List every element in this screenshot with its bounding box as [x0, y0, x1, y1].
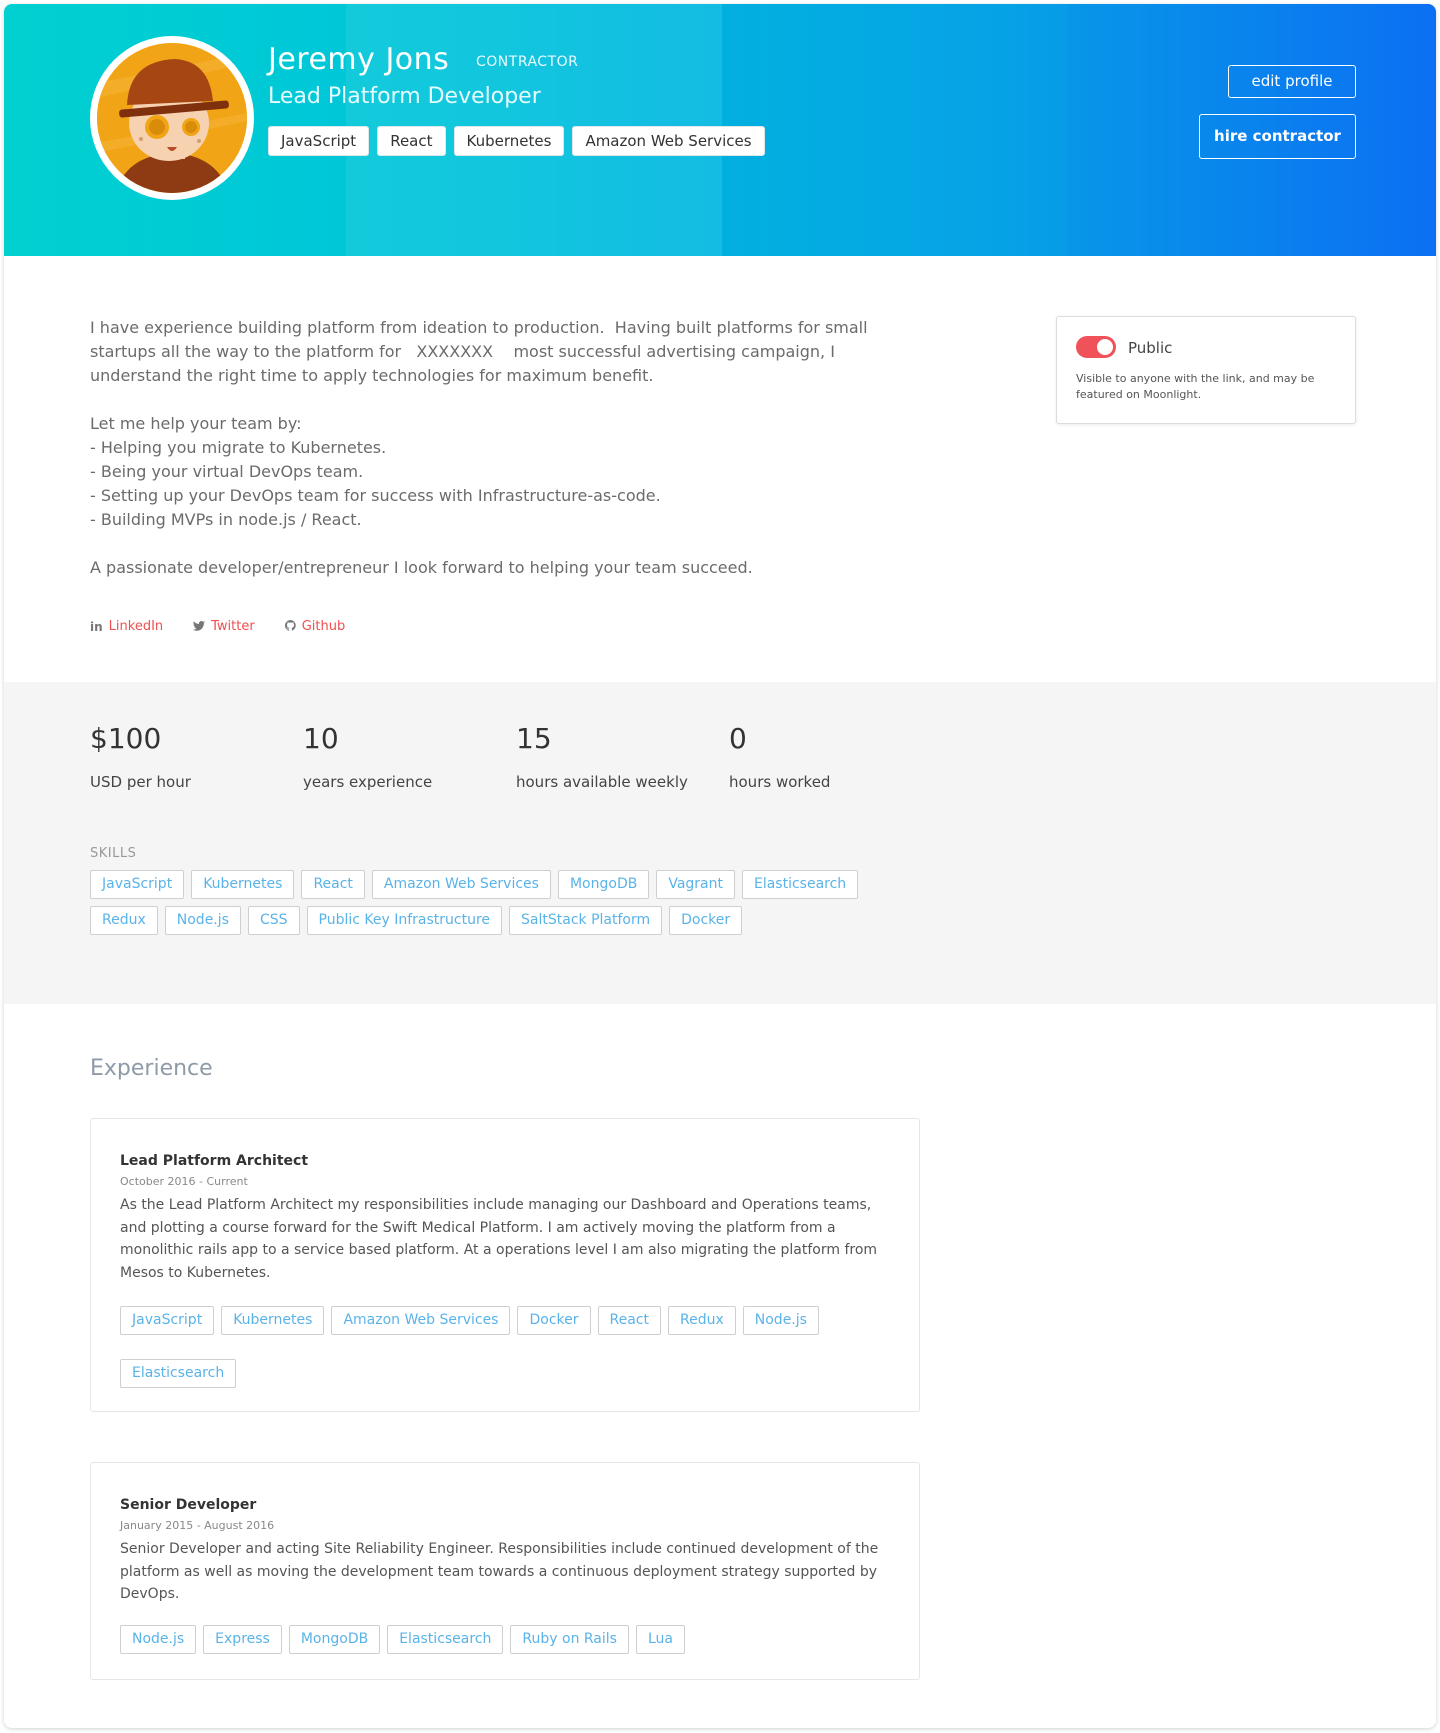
skill-chip[interactable]: Kubernetes	[191, 870, 294, 899]
experience-tag[interactable]: Express	[203, 1625, 282, 1654]
skill-chip[interactable]: Public Key Infrastructure	[307, 906, 503, 935]
experience-card	[90, 1118, 920, 1412]
edit-profile-button[interactable]: edit profile	[1228, 65, 1356, 98]
experience-tag[interactable]: Node.js	[120, 1625, 196, 1654]
experience-description: Senior Developer and acting Site Reliability Engineer. Responsibilities include continued development of the platform as well as moving the development team towards a continuous deployment strategy supported by DevOps.	[120, 1541, 879, 1602]
stat-label: hours available weekly	[516, 773, 688, 791]
stat-label: USD per hour	[90, 773, 191, 791]
stat-label: years experience	[303, 773, 433, 791]
experience-tag[interactable]: Elasticsearch	[120, 1359, 236, 1388]
top-skills	[268, 126, 765, 156]
stats-section	[4, 682, 1436, 1004]
skill-chip[interactable]: CSS	[248, 906, 300, 935]
experience-dates: January 2015 - August 2016	[120, 1519, 275, 1532]
experience-tag[interactable]: Docker	[517, 1306, 590, 1335]
stat-hours-worked	[729, 722, 830, 791]
skills-list	[90, 870, 890, 935]
experience-heading: Experience	[90, 1056, 213, 1081]
skill-chip[interactable]: React	[301, 870, 364, 899]
about-paragraph: I have experience building platform from ideation to production. Having built platforms for small startups all the way to the platform for XXXXXXX most successful advertising campaign, I understand the right time to apply technologies for maximum benefit.	[90, 318, 868, 385]
skill-chip[interactable]: Amazon Web Services	[372, 870, 551, 899]
experience-description: As the Lead Platform Architect my responsibilities include managing our Dashboard and Operations teams, and plotting a course forward for the Swift Medical Platform. I am actively moving the platform from a monolithic rails app to a service based platform. At a operations level I am also migrating the platform from Mesos to Kubernetes.	[120, 1197, 878, 1281]
stat-value: $100	[90, 722, 162, 755]
top-skill-tag[interactable]: React	[377, 126, 445, 156]
skill-chip[interactable]: SaltStack Platform	[509, 906, 662, 935]
top-skill-tag[interactable]: Amazon Web Services	[572, 126, 764, 156]
stat-value: 10	[303, 722, 339, 755]
experience-tag[interactable]: Redux	[668, 1306, 736, 1335]
hire-contractor-button[interactable]: hire contractor	[1199, 114, 1356, 159]
about-paragraph: A passionate developer/entrepreneur I look forward to helping your team succeed.	[90, 558, 753, 577]
skill-chip[interactable]: Vagrant	[656, 870, 735, 899]
stat-availability	[516, 722, 688, 791]
experience-tag[interactable]: MongoDB	[289, 1625, 380, 1654]
skill-chip[interactable]: Node.js	[165, 906, 241, 935]
profile-header	[4, 4, 1436, 256]
profile-page	[4, 4, 1436, 1728]
cartoon-avatar-icon	[97, 43, 247, 193]
visibility-description: Visible to anyone with the link, and may be featured on Moonlight.	[1076, 372, 1315, 401]
social-label: Twitter	[211, 619, 255, 634]
experience-card	[90, 1462, 920, 1680]
visibility-label: Public	[1128, 339, 1173, 357]
linkedin-icon: in	[90, 619, 103, 634]
experience-tag[interactable]: Ruby on Rails	[510, 1625, 629, 1654]
experience-tags	[120, 1306, 840, 1388]
twitter-icon	[193, 620, 205, 634]
stat-value: 0	[729, 722, 747, 755]
experience-tag[interactable]: React	[598, 1306, 661, 1335]
social-label: LinkedIn	[108, 619, 164, 634]
profile-title: Lead Platform Developer	[268, 84, 541, 109]
experience-role: Lead Platform Architect	[120, 1153, 309, 1169]
skill-chip[interactable]: Docker	[669, 906, 742, 935]
role-badge: CONTRACTOR	[476, 54, 579, 70]
skills-heading: SKILLS	[90, 846, 137, 861]
linkedin-link[interactable]	[90, 619, 163, 634]
experience-tag[interactable]: Node.js	[743, 1306, 819, 1335]
stat-rate	[90, 722, 191, 791]
social-label: Github	[301, 619, 346, 634]
about-section	[90, 316, 880, 580]
experience-tag[interactable]: Elasticsearch	[387, 1625, 503, 1654]
github-icon	[285, 620, 296, 634]
skill-chip[interactable]: JavaScript	[90, 870, 184, 899]
experience-tag[interactable]: JavaScript	[120, 1306, 214, 1335]
public-toggle[interactable]	[1076, 336, 1116, 358]
experience-tag[interactable]: Kubernetes	[221, 1306, 324, 1335]
skill-chip[interactable]: Redux	[90, 906, 158, 935]
experience-role: Senior Developer	[120, 1497, 257, 1513]
social-links	[90, 619, 345, 634]
skill-chip[interactable]: Elasticsearch	[742, 870, 858, 899]
experience-tag[interactable]: Lua	[636, 1625, 685, 1654]
experience-dates: October 2016 - Current	[120, 1175, 248, 1188]
visibility-card	[1056, 316, 1356, 424]
stat-experience	[303, 722, 432, 791]
skill-chip[interactable]: MongoDB	[558, 870, 649, 899]
github-link[interactable]	[285, 619, 346, 634]
about-paragraph: Let me help your team by: - Helping you migrate to Kubernetes. - Being your virtual DevOps team. - Setting up your DevOps team for success with Infrastructure-as-code. - Building MVPs in node.js / React.	[90, 414, 661, 529]
profile-name: Jeremy Jons	[268, 42, 450, 77]
avatar	[90, 36, 254, 200]
stat-value: 15	[516, 722, 552, 755]
twitter-link[interactable]	[193, 619, 255, 634]
experience-tag[interactable]: Amazon Web Services	[331, 1306, 510, 1335]
top-skill-tag[interactable]: Kubernetes	[454, 126, 565, 156]
stat-label: hours worked	[729, 773, 831, 791]
top-skill-tag[interactable]: JavaScript	[268, 126, 369, 156]
experience-tags	[120, 1625, 880, 1654]
